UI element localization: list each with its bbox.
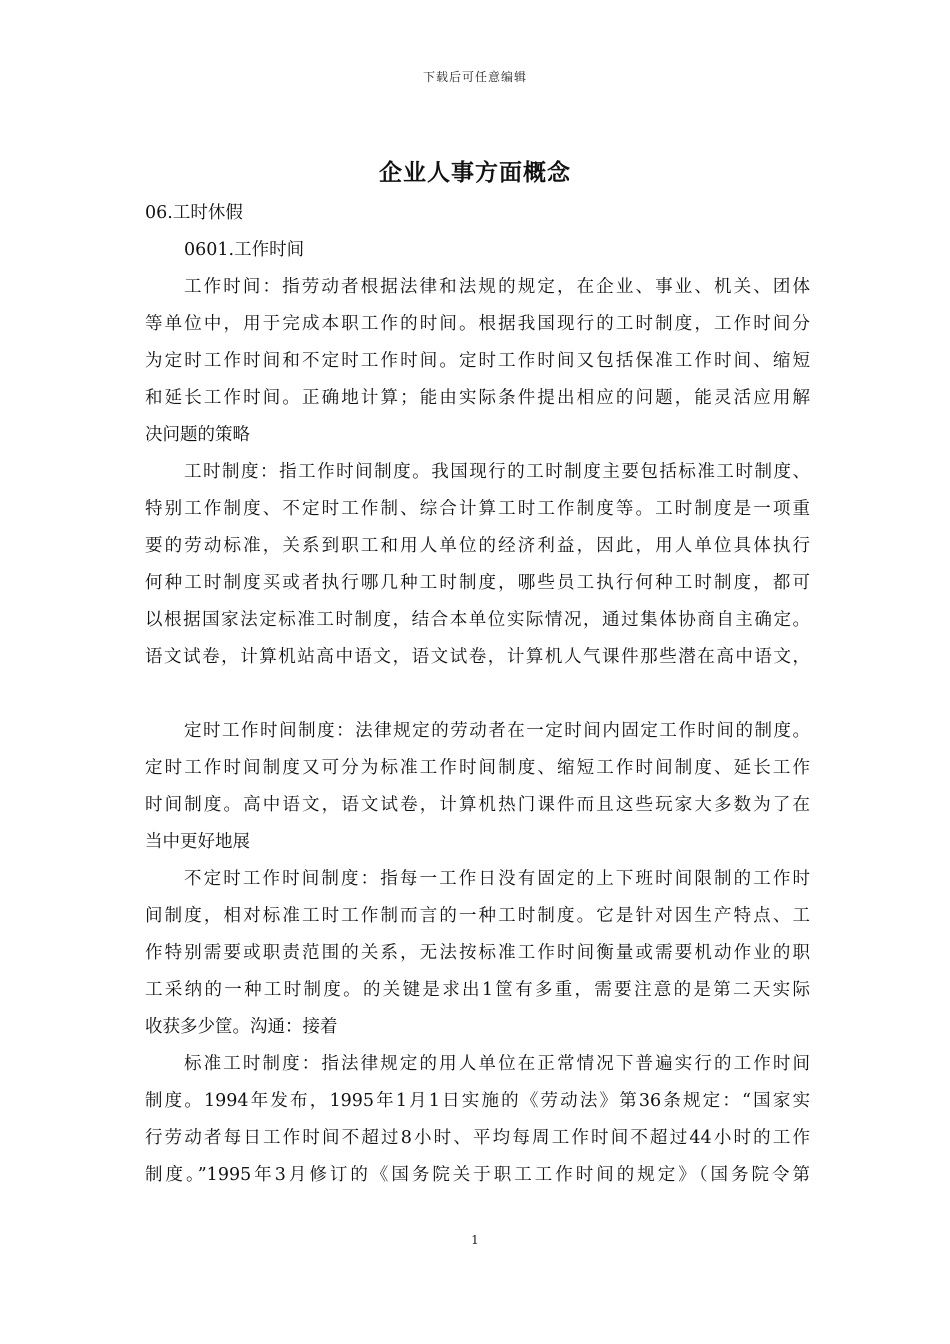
paragraph-line: 和延长工作时间。正确地计算；能由实际条件提出相应的问题，能灵活应用解 <box>145 388 810 408</box>
paragraph-line: 以根据国家法定标准工时制度，结合本单位实际情况，通过集体协商自主确定。 <box>145 610 810 630</box>
paragraph-line: 工作时间：指劳动者根据法律和法规的规定，在企业、事业、机关、团体 <box>184 277 810 297</box>
paragraph-line: 决问题的策略 <box>145 425 250 445</box>
paragraph-line: 不定时工作时间制度：指每一工作日没有固定的上下班时间限制的工作时 <box>184 869 810 889</box>
paragraph-line: 制度。1994年发布，1995年1月1日实施的《劳动法》第36条规定：“国家实 <box>145 1091 810 1111</box>
page-header-note: 下载后可任意编辑 <box>422 70 527 84</box>
paragraph-line: 定时工作时间制度：法律规定的劳动者在一定时间内固定工作时间的制度。 <box>184 721 810 741</box>
paragraph-standard-working-hours <box>145 1049 810 1197</box>
paragraph-line: 作特别需要或职责范围的关系，无法按标准工作时间衡量或需要机动作业的职 <box>145 943 810 963</box>
paragraph-line: 定时工作时间制度又可分为标准工作时间制度、缩短工作时间制度、延长工作 <box>145 758 810 778</box>
page-number: 1 <box>471 1233 479 1247</box>
subsection-heading: 0601.工作时间 <box>184 240 305 260</box>
paragraph-line: 工采纳的一种工时制度。的关键是求出1筐有多重，需要注意的是第二天实际 <box>145 980 810 1000</box>
paragraph-flexible-working-time <box>145 864 810 1049</box>
paragraph-working-time <box>145 272 810 457</box>
paragraph-line: 收获多少筐。沟通：接着 <box>145 1017 338 1037</box>
paragraph-fixed-working-time <box>145 716 810 864</box>
document-body <box>145 198 810 1197</box>
paragraph-line: 何种工时制度买或者执行哪几种工时制度，哪些员工执行何种工时制度，都可 <box>145 573 810 593</box>
paragraph-line: 语文试卷，计算机站高中语文，语文试卷，计算机人气课件那些潜在高中语文， <box>145 647 810 667</box>
paragraph-working-hours-system <box>145 457 810 679</box>
paragraph-line: 要的劳动标准，关系到职工和用人单位的经济利益，因此，用人单位具体执行 <box>145 536 810 556</box>
paragraph-line: 为定时工作时间和不定时工作时间。定时工作时间又包括保准工作时间、缩短 <box>145 351 810 371</box>
paragraph-line: 时间制度。高中语文，语文试卷，计算机热门课件而且这些玩家大多数为了在 <box>145 795 810 815</box>
paragraph-line: 标准工时制度：指法律规定的用人单位在正常情况下普遍实行的工作时间 <box>184 1054 810 1074</box>
paragraph-line: 当中更好地展 <box>145 832 250 852</box>
paragraph-line: 行劳动者每日工作时间不超过8小时、平均每周工作时间不超过44小时的工作 <box>145 1128 810 1148</box>
document-title: 企业人事方面概念 <box>379 159 571 186</box>
paragraph-line: 特别工作制度、不定时工作制、综合计算工时工作制度等。工时制度是一项重 <box>145 499 810 519</box>
paragraph-line: 制度。”1995年3月修订的《国务院关于职工工作时间的规定》（国务院令第 <box>145 1165 810 1185</box>
paragraph-line: 间制度，相对标准工时工作制而言的一种工时制度。它是针对因生产特点、工 <box>145 906 810 926</box>
section-heading: 06.工时休假 <box>145 203 243 223</box>
paragraph-line: 等单位中，用于完成本职工作的时间。根据我国现行的工时制度，工作时间分 <box>145 314 810 334</box>
paragraph-line: 工时制度：指工作时间制度。我国现行的工时制度主要包括标准工时制度、 <box>184 462 810 482</box>
blank-line <box>145 679 810 716</box>
